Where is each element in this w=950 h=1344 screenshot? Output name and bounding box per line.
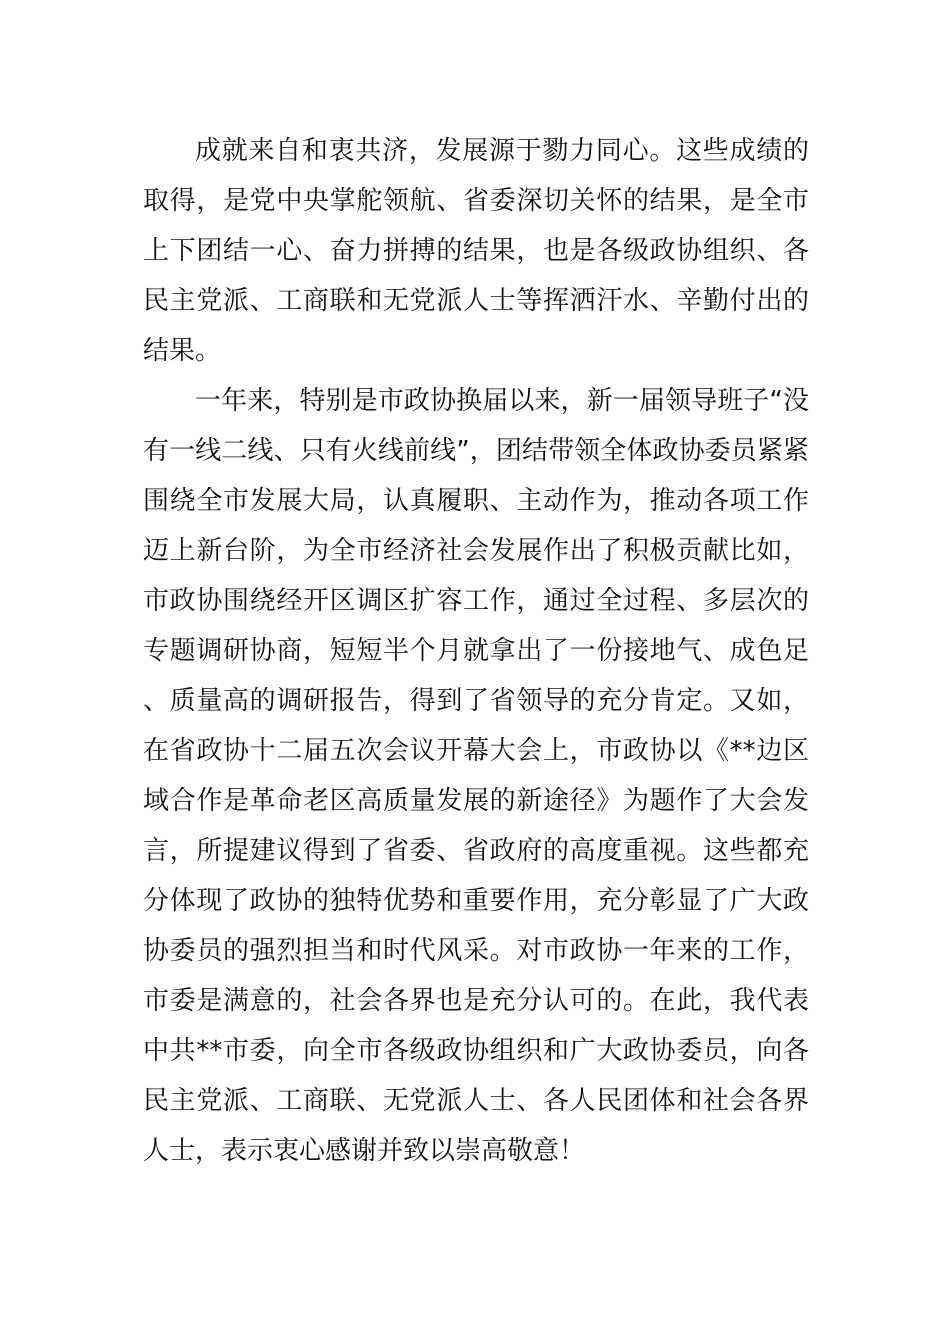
- document-body: [143, 126, 809, 1176]
- paragraph-2: 一年来，特别是市政协换届以来，新一届领导班子“没有一线二线、只有火线前线”，团结带领全体政协委员紧紧围绕全市发展大局，认真履职、主动作为，推动各项工作迈上新台阶，为全市经济社会发展作出了积极贡献比如，市政协围绕经开区调区扩容工作，通过全过程、多层次的专题调研协商，短短半个月就拿出了一份接地气、成色足、质量高的调研报告，得到了省领导的充分肯定。又如，在省政协十二届五次会议开幕大会上，市政协以《**边区域合作是革命老区高质量发展的新途径》为题作了大会发言，所提建议得到了省委、省政府的高度重视。这些都充分体现了政协的独特优势和重要作用，充分彰显了广大政协委员的强烈担当和时代风采。对市政协一年来的工作，市委是满意的，社会各界也是充分认可的。在此，我代表中共**市委，向全市各级政协组织和广大政协委员，向各民主党派、工商联、无党派人士、各人民团体和社会各界人士，表示衷心感谢并致以崇高敬意！: [143, 386, 809, 1166]
- paragraph-1: 成就来自和衷共济，发展源于勠力同心。这些成绩的取得，是党中央掌舵领航、省委深切关怀的结果，是全市上下团结一心、奋力拼搏的结果，也是各级政协组织、各民主党派、工商联和无党派人士等挥洒汗水、辛勤付出的结果。: [143, 136, 809, 366]
